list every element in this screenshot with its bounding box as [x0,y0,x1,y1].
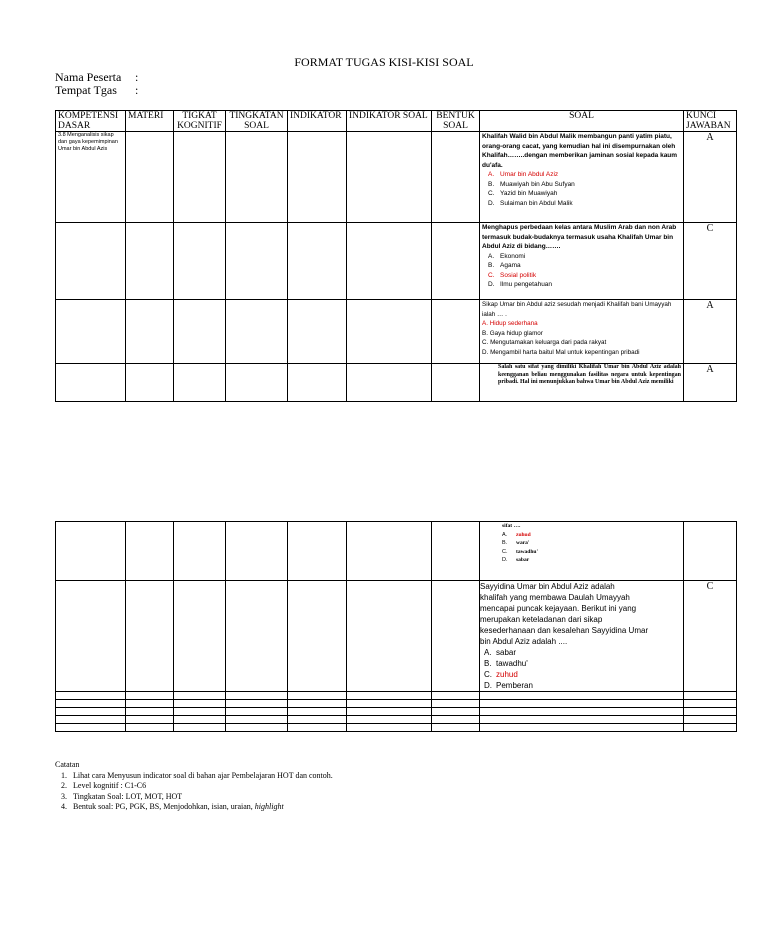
question-2 [480,223,684,300]
question-line: khalifah yang membawa Daulah Umayyah [480,593,630,602]
empty-row [56,708,737,716]
meta-label: Tempat Tgas [55,83,117,97]
note-highlight: highlight [254,802,284,811]
option-d: D. sabar [502,557,530,563]
note-item: 4. Bentuk soal: PG, PGK, BS, Menjodohkan, isian, uraian, highlight [69,802,333,813]
option-c: C. Yazid bin Muawiyah [488,190,558,197]
col-soal: SOAL [480,111,684,132]
option-c: C. Sosial politik [488,271,537,279]
option-a: A. sabar [484,648,517,657]
page-title: FORMAT TUGAS KISI-KISI SOAL [294,55,474,69]
table-row [56,364,737,402]
note-item: 1. Lihat cara Menyusun indicator soal di bahan ajar Pembelajaran HOT dan contoh. [69,771,333,782]
kisi-kisi-table-part1 [55,110,737,402]
col-tingkatan-soal: TINGKATAN SOAL [226,111,288,132]
empty-row [56,692,737,700]
question-line: bin Abdul Aziz adalah .... [480,637,568,646]
option-b: B. tawadhu' [484,659,528,668]
question-3 [480,300,684,364]
answer-key: C [684,223,737,300]
col-tingkat-kognitif: TIGKAT KOGNITIF [174,111,226,132]
meta-sep: : [135,70,139,84]
kisi-kisi-table-part2 [55,521,737,732]
col-bentuk-soal: BENTUK SOAL [432,111,480,132]
kd-cell: 3.8 Menganalisis sikap dan gaya kepemimpinan Umar bin Abdul Azis [56,132,126,223]
answer-key: A [684,364,737,402]
option-a: A. zuhud [502,531,531,538]
question-line: merupakan keteladanan dari sikap [480,615,603,624]
empty-row [56,716,737,724]
header-row [56,111,737,132]
option-d: D. Ilmu pengetahuan [488,281,553,288]
option-d: D. Sulaiman bin Abdul Malik [488,199,573,207]
meta-label: Nama Peserta [55,70,122,84]
question-line: Sayyidina Umar bin Abdul Aziz adalah [480,582,615,591]
option-a: A. Hidup sederhana [482,320,538,327]
note-item: 3. Tingkatan Soal: LOT, MOT, HOT [69,792,333,803]
col-materi: MATERI [126,111,174,132]
option-b: B. Agama [488,262,521,269]
question-line: kesederhanaan dan kesalehan Sayyidina Umar [480,626,649,635]
answer-key: C [684,581,737,692]
option-c: C. tawadhu' [502,548,539,555]
notes [55,760,333,813]
question-line: mencapai puncak kejayaan. Berikut ini yang [480,604,637,613]
table-row [56,223,737,300]
option-d: D. Mengambil harta baitul Mal untuk kepentingan pribadi [482,348,640,356]
col-indikator: INDIKATOR [288,111,347,132]
option-c: C. Mengutamakan keluarga dari pada rakyat [482,339,607,346]
notes-heading: Catatan [55,760,80,769]
table-row [56,522,737,581]
empty-row [56,724,737,732]
option-b: B. Muawiyah bin Abu Sufyan [488,180,575,188]
col-kunci-jawaban: KUNCI JAWABAN [684,111,737,132]
option-b: B. wara' [502,540,530,546]
question-1 [480,132,684,223]
question-5 [480,581,684,692]
option-b: B. Gaya hidup glamor [482,329,543,337]
table-row [56,581,737,692]
question-4-options [480,522,684,581]
question-stem: Menghapus perbedaan kelas antara Muslim Arab dan non Arab termasuk budak-budaknya termasuk usaha Khalifah Umar bin Abdul Aziz di bidang……. [482,224,677,250]
table-row [56,300,737,364]
option-c: C. zuhud [484,670,518,679]
col-indikator-soal: INDIKATOR SOAL [347,111,432,132]
answer-key: A [684,300,737,364]
empty-row [56,700,737,708]
answer-key: A [684,132,737,223]
table-row [56,132,737,223]
question-stem: Sikap Umar bin Abdul aziz sesudah menjadi Khalifah bani Umayyah ialah … . [482,301,672,318]
question-cont: sifat …. [502,523,521,529]
option-a: A. Ekonomi [488,252,526,260]
col-kompetensi-dasar: KOMPETENSI DASAR [56,111,126,132]
option-a: A. Umar bin Abdul Aziz [488,171,559,178]
note-item: 2. Level kognitif : C1-C6 [69,781,333,792]
question-stem: Khalifah Walid bin Abdul Malik membangun panti yatim piatu, orang-orang cacat, yang kemudian hal ini disempurnakan oleh Khalifah……..dengan memberikan jaminan sosial kepada kaum du'afa. [482,133,678,169]
option-d: D. Pemberan [484,681,533,690]
meta-sep: : [135,83,139,97]
meta-tempat-tugas [55,83,138,98]
question-4-stem: Salah satu sifat yang dimiliki Khalifah Umar bin Abdul Aziz adalah keengganan beliau menggunakan fasilitas negara untuk kepentingan pribadi. Hal ini menunjukkan bahwa Umar bin Abdul Aziz memiliki [480,364,684,402]
